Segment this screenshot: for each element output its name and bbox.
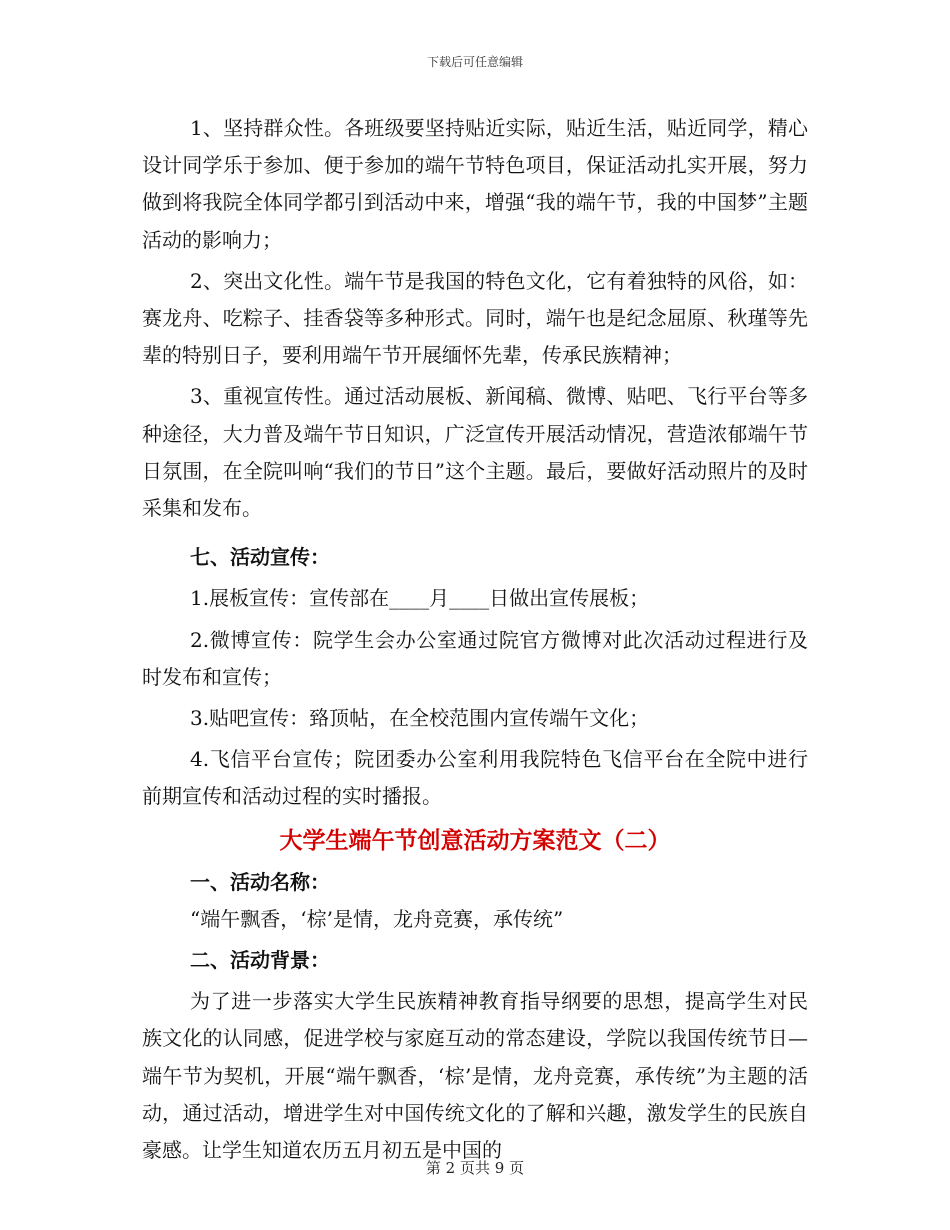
publicity-item-fetion: 4.飞信平台宣传；院团委办公室利用我院特色飞信平台在全院中进行前期宣传和活动过程的实时播报。 — [142, 747, 808, 809]
document-title: 大学生端午节创意活动方案范文（二） — [279, 826, 671, 854]
principle-publicity: 3、重视宣传性。通过活动展板、新闻稿、微博、贴吧、飞行平台等多种途径，大力普及端午节日知识，广泛宣传开展活动情况，营造浓郁端午节日氛围，在全院叫响“我们的节日”这个主题。最后，要做好活动照片的及时采集和发布。 — [142, 384, 808, 521]
principle-culture: 2、突出文化性。端午节是我国的特色文化，它有着独特的风俗，如：赛龙舟、吃粽子、挂香袋等多种形式。同时，端午也是纪念屈原、秋瑾等先辈的特别日子，要利用端午节开展缅怀先辈，传承民族精神； — [142, 268, 808, 368]
publicity-item-weibo: 2.微博宣传：院学生会办公室通过院官方微博对此次活动过程进行及时发布和宣传； — [142, 627, 808, 689]
section-heading-activity-name: 一、活动名称： — [190, 869, 330, 894]
section-heading-background: 二、活动背景： — [190, 948, 330, 973]
page-footer: 第 2 页共 9 页 — [425, 1159, 525, 1177]
principle-mass-participation: 1、坚持群众性。各班级要坚持贴近实际，贴近生活，贴近同学，精心设计同学乐于参加、便于参加的端午节特色项目，保证活动扎实开展，努力做到将我院全体同学都引到活动中来，增强“我的端午节，我的中国梦”主题活动的影响力； — [142, 116, 808, 252]
document-body — [142, 110, 808, 1169]
section-heading-publicity: 七、活动宣传： — [190, 545, 330, 570]
publicity-item-tieba: 3.贴吧宣传：臵顶帖，在全校范围内宣传端午文化； — [190, 706, 650, 731]
publicity-item-board: 1.展板宣传：宣传部在____月____日做出宣传展板； — [190, 586, 650, 611]
background-paragraph: 为了进一步落实大学生民族精神教育指导纲要的思想，提高学生对民族文化的认同感，促进学校与家庭互动的常态建设，学院以我国传统节日—端午节为契机，开展“端午飘香，‘棕’是情，龙舟竞赛，承传统”为主题的活动，通过活动，增进学生对中国传统文化的了解和兴趣，激发学生的民族自豪感。让学生知道农历五月初五是中国的 — [142, 989, 808, 1163]
activity-name-text: “端午飘香，‘棕’是情，龙舟竞赛，承传统” — [190, 906, 564, 931]
page-header: 下载后可任意编辑 — [426, 55, 523, 69]
